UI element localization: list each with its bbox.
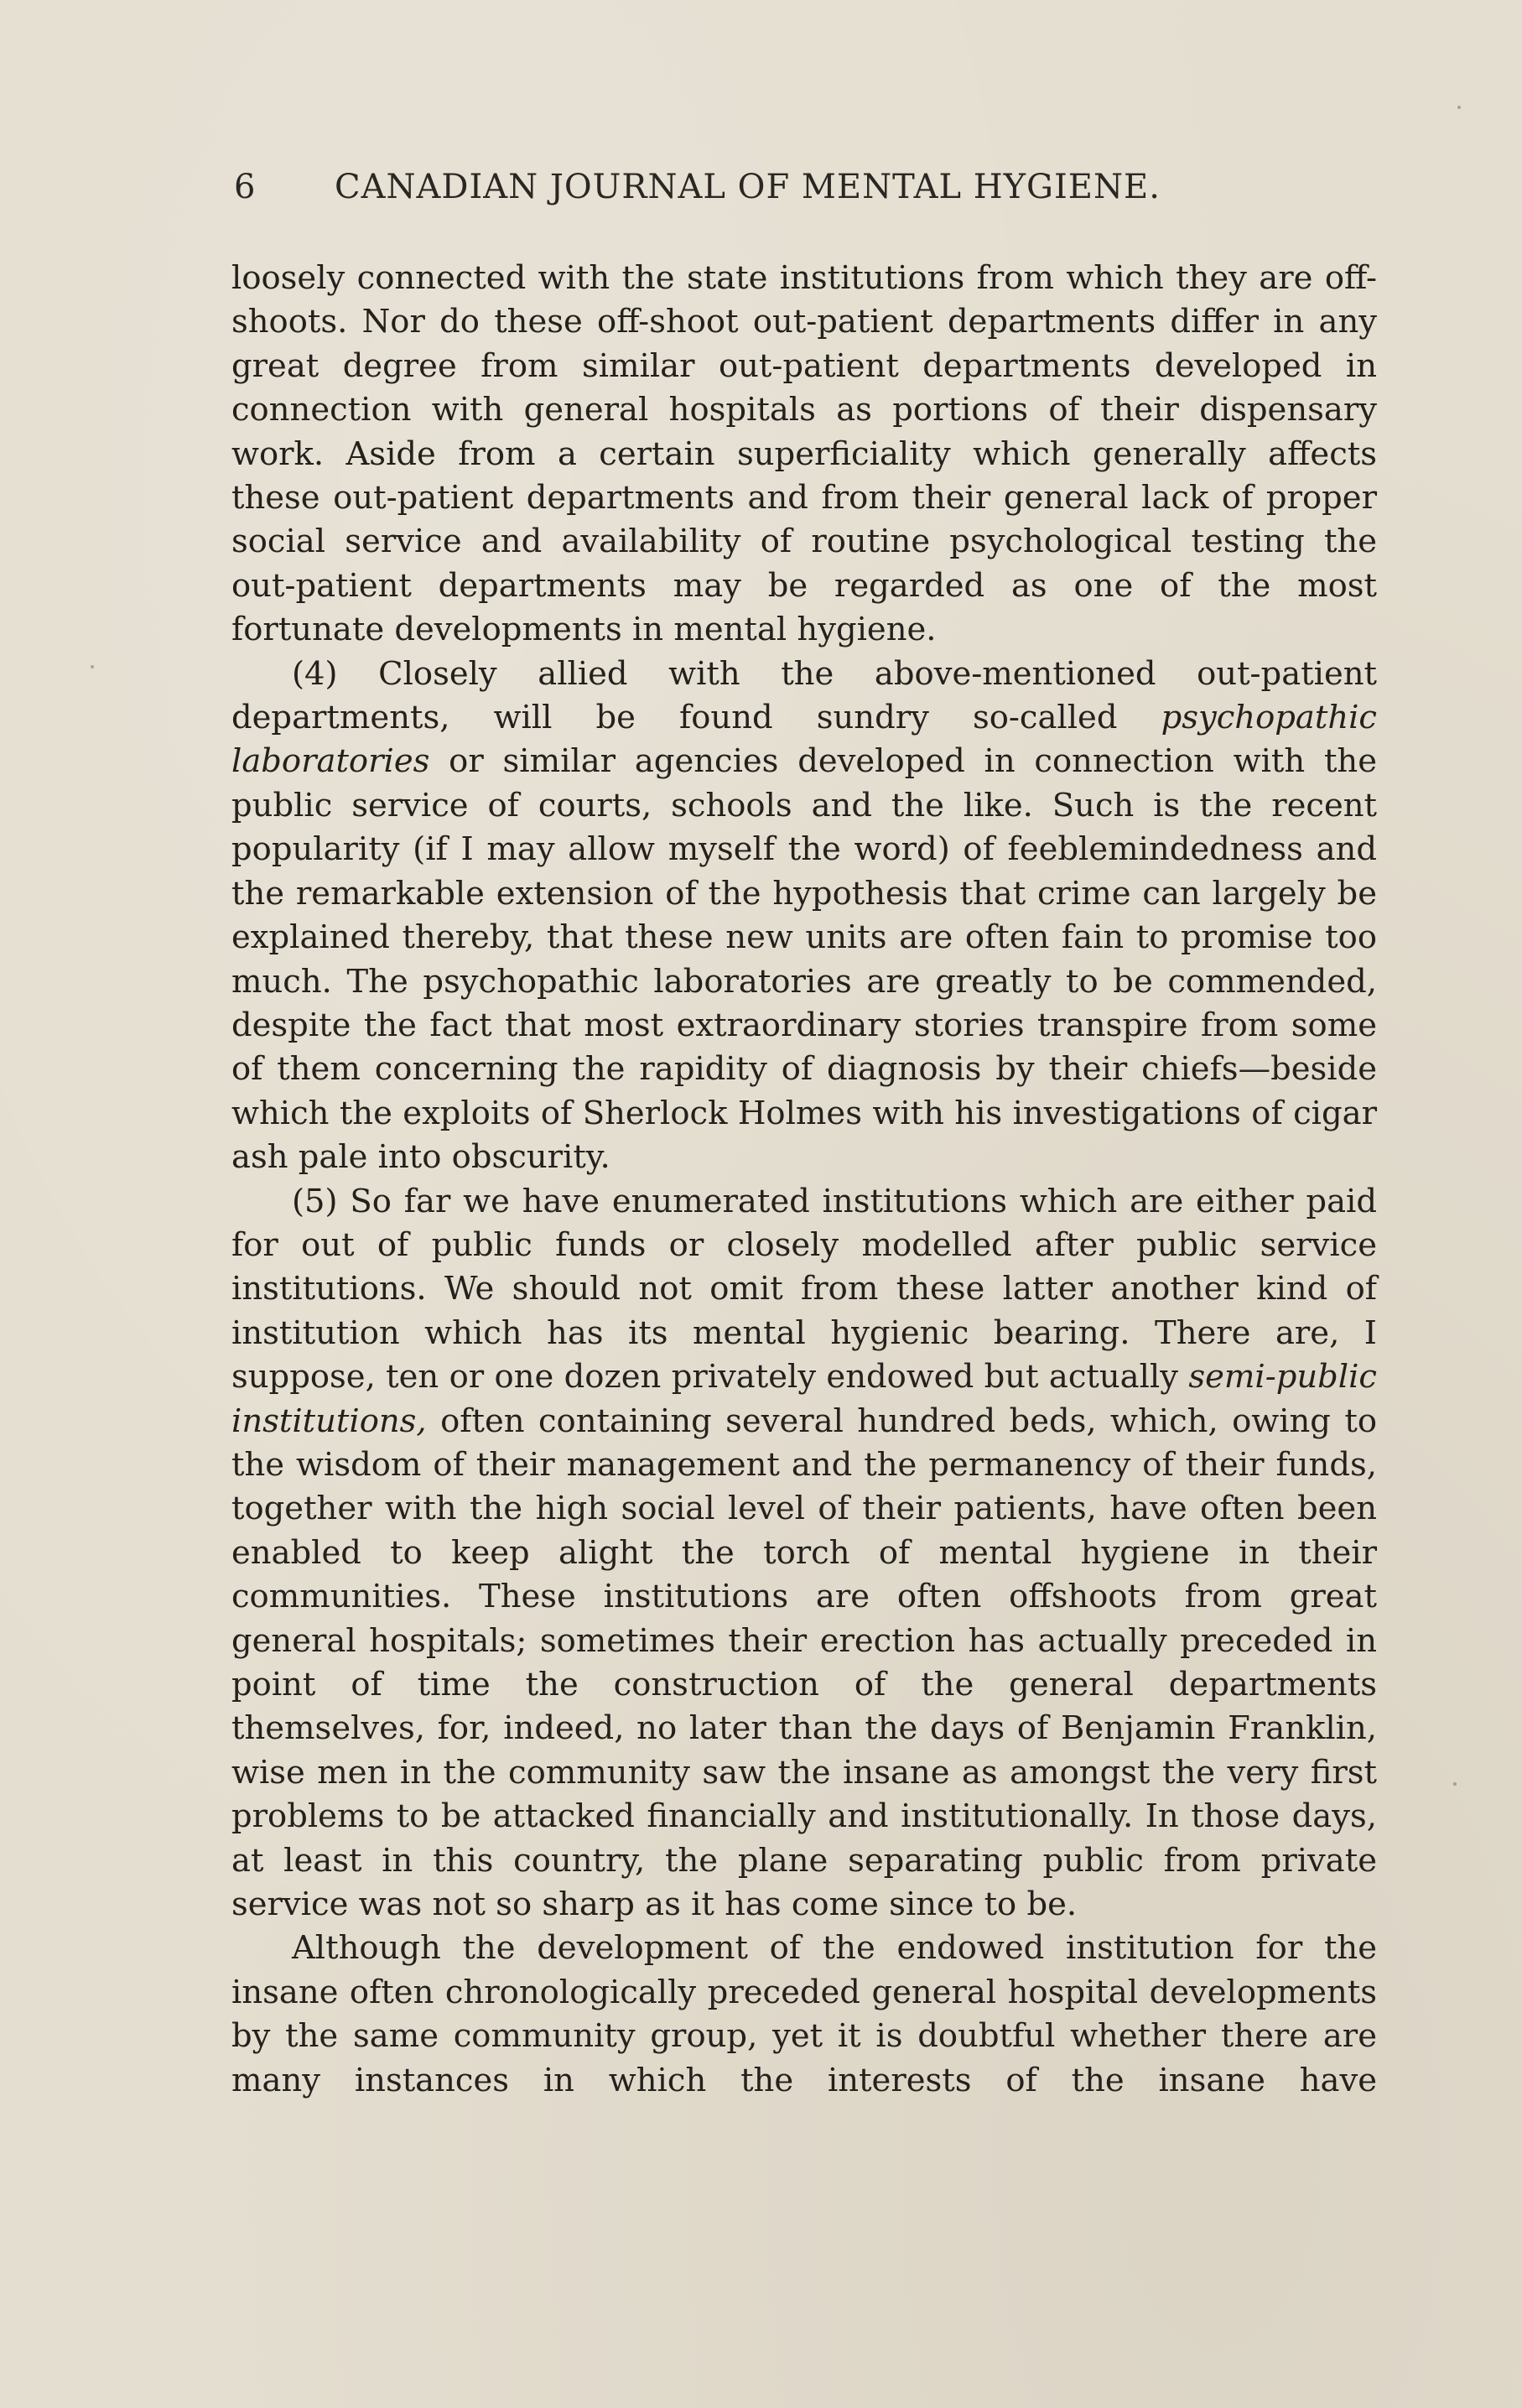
- paragraph-1: [231, 257, 1377, 653]
- paragraph-3-italic-term: semi-public institutions,: [231, 1358, 1377, 1440]
- paragraph-3-text-start: (5) So far we have enumerated institutions which are either paid for out of public funds or closely modelled after public service institutions. We should not omit from these latter another kind of institution which has its mental hygienic bearing. There are, I suppose, ten or one dozen privately endowed but actually: [231, 1182, 1377, 1396]
- paper-speck: [91, 665, 94, 668]
- paragraph-3: [231, 1180, 1377, 1927]
- page-number: 6: [234, 168, 257, 206]
- paragraph-2-text-start: (4) Closely allied with the above-mentioned out-patient departments, will be found sundry so-called: [231, 654, 1377, 737]
- paragraph-1-text: loosely connected with the state institutions from which they are off-shoots. Nor do these off-shoot out-patient departments differ in any great degree from similar out-patient departments developed in connection with general hospitals as portions of their dispensary work. Aside from a certain superficiality which generally affects these out-patient departments and from their general lack of proper social service and availability of routine psychological testing the out-patient departments may be regarded as one of the most fortunate developments in mental hygiene.: [231, 259, 1377, 649]
- paragraph-4-text: Although the development of the endowed institution for the insane often chronologically preceded general hospital developments by the same community group, yet it is doubtful whether there are many instances in which the interests of the insane have: [231, 1929, 1377, 2099]
- page-header: [234, 168, 1374, 218]
- body-text: [231, 257, 1377, 2103]
- paper-speck: [1453, 1782, 1457, 1786]
- paragraph-2-italic-term: psychopathic laboratories: [231, 699, 1377, 781]
- paragraph-4: [231, 1927, 1377, 2103]
- paragraph-3-text-end: often containing several hundred beds, which, owing to the wisdom of their management and the permanency of their funds, together with the high social level of their patients, have often been enabled to keep alight the torch of mental hygiene in their communities. These institutions are often offshoots from great general hospitals; sometimes their erection has actually preceded in point of time the construction of the general departments themselves, for, indeed, no later than the days of Benjamin Franklin, wise men in the community saw the insane as amongst the very first problems to be attacked financially and institutionally. In those days, at least in this country, the plane separating public from private service was not so sharp as it has come since to be.: [231, 1402, 1377, 1924]
- paragraph-2-text-end: or similar agencies developed in connection with the public service of courts, schools and the like. Such is the recent popularity (if I may allow myself the word) of feeblemindedness and the remarkable extension of the hypothesis that crime can largely be explained thereby, that these new units are often fain to promise too much. The psychopathic laboratories are greatly to be commended, despite the fact that most extraordinary stories transpire from some of them concerning the rapidity of diagnosis by their chiefs—beside which the exploits of Sherlock Holmes with his investigations of cigar ash pale into obscurity.: [231, 742, 1377, 1177]
- paper-speck: [1457, 106, 1461, 109]
- paragraph-2: [231, 653, 1377, 1180]
- running-title: CANADIAN JOURNAL OF MENTAL HYGIENE.: [335, 168, 1161, 206]
